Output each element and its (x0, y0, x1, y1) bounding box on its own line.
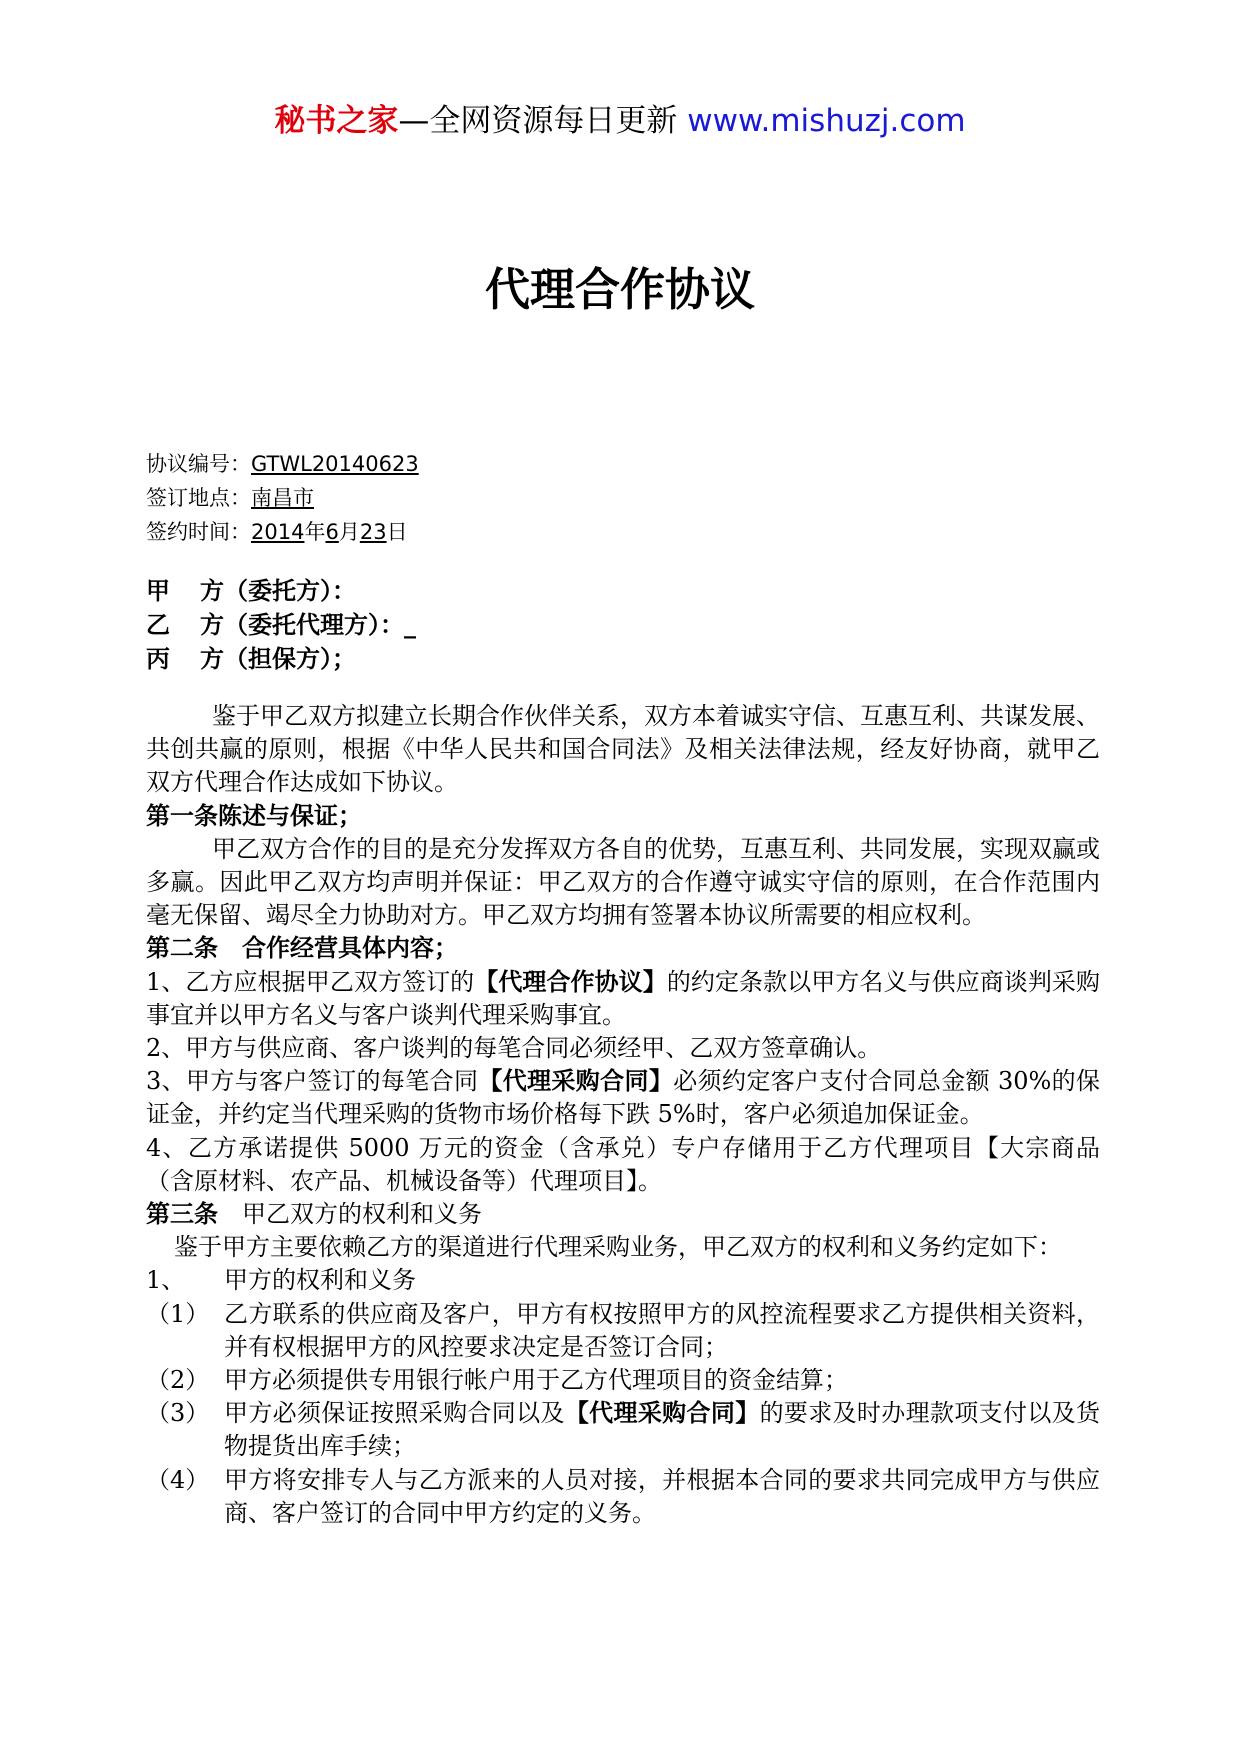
signing-month: 6 (325, 520, 339, 544)
site-header (0, 98, 1240, 144)
party-a-char: 甲 (146, 577, 170, 605)
day-unit: 日 (386, 520, 408, 544)
header-tagline: —全网资源每日更新 (398, 103, 688, 139)
party-a-row (146, 574, 416, 608)
party-c-char: 丙 (146, 645, 170, 673)
article2-item1-bold: 【代理合作协议】 (474, 967, 667, 996)
item-text: 乙方联系的供应商及客户，甲方有权按照甲方的风控流程要求乙方提供相关资料，并有权根据甲方的风控要求决定是否签订合同； (224, 1299, 1100, 1361)
item-number: （3） (146, 1399, 210, 1428)
item-text-post: 的要求及时办理款项支付以及货物提货出库手续； (224, 1399, 1101, 1461)
article1-text: 甲乙双方合作的目的是充分发挥双方各自的优势，互惠互利、共同发展，实现双赢或多赢。因此甲乙双方均声明并保证：甲乙双方的合作遵守诚实守信的原则，在合作范围内毫无保留、竭尽全力协助对方。甲乙双方均拥有签署本协议所需要的相应权利。 (146, 834, 1100, 930)
party-b-label: 方（委托代理方）：_ (200, 611, 416, 639)
article3-item-1 (146, 1298, 1100, 1364)
article3-item-2 (146, 1364, 1100, 1397)
item-number: （4） (146, 1465, 210, 1494)
article3-sub1-num: 1、 (146, 1266, 186, 1295)
party-b-char: 乙 (146, 611, 170, 639)
article2-heading: 第二条 合作经营具体内容； (146, 934, 458, 963)
intro-paragraph: 鉴于甲乙双方拟建立长期合作伙伴关系，双方本着诚实守信、互惠互利、共谋发展、共创共赢的原则，根据《中华人民共和国合同法》及相关法律法规，经友好协商，就甲乙双方代理合作达成如下协议。 (146, 702, 1100, 797)
item-number: （1） (146, 1299, 210, 1328)
article3-heading-label: 第三条 (146, 1200, 218, 1229)
article3-item-3 (146, 1397, 1100, 1463)
party-b-row (146, 608, 416, 642)
item-text: 甲方将安排专人与乙方派来的人员对接，并根据本合同的要求共同完成甲方与供应商、客户签订的合同中甲方约定的义务。 (224, 1465, 1100, 1527)
item-text-bold: 【代理采购合同】 (564, 1399, 760, 1428)
parties-block (146, 574, 416, 676)
article3-heading-rest: 甲乙双方的权利和义务 (218, 1200, 482, 1229)
brand-name: 秘书之家 (274, 103, 399, 139)
article2-item1-post: 的约定条款以甲方名义与供应商谈判采购事宜并以甲方名义与客户谈判代理采购事宜。 (146, 967, 1100, 1029)
article1-heading: 第一条陈述与保证； (146, 801, 362, 830)
agreement-meta (146, 447, 419, 549)
signing-year: 2014 (251, 520, 305, 544)
signing-date-label: 签约时间： (146, 520, 251, 544)
party-c-row (146, 642, 416, 676)
article3-intro: 鉴于甲方主要依赖乙方的渠道进行代理采购业务，甲乙双方的权利和义务约定如下： (174, 1233, 1062, 1262)
article2-item3-post: 必须约定客户支付合同总金额 30%的保证金，并约定当代理采购的货物市场价格每下跌 5%时，客户必须追加保证金。 (146, 1067, 1101, 1129)
article2-item2: 2、甲方与供应商、客户谈判的每笔合同必须经甲、乙双方签章确认。 (146, 1034, 882, 1063)
party-c-label: 方（担保方）； (200, 645, 356, 673)
document-title: 代理合作协议 (484, 263, 755, 316)
article3-sub1 (146, 1264, 1100, 1297)
agreement-body (146, 700, 1100, 1530)
item-text-pre: 甲方必须保证按照采购合同以及 (224, 1399, 565, 1428)
article2-item3 (146, 1065, 1100, 1131)
year-unit: 年 (304, 520, 326, 544)
article2-item3-pre: 3、甲方与客户签订的每笔合同 (146, 1067, 479, 1096)
agreement-number-value: GTWL20140623 (251, 452, 419, 476)
item-text: 甲方必须提供专用银行帐户用于乙方代理项目的资金结算； (224, 1366, 848, 1395)
signing-day: 23 (359, 520, 387, 544)
article2-item1-pre: 1、乙方应根据甲乙双方签订的 (146, 967, 475, 996)
party-a-label: 方（委托方）： (200, 577, 356, 605)
item-number: （2） (146, 1366, 210, 1395)
signing-place-value: 南昌市 (251, 486, 314, 510)
article2-item3-bold: 【代理采购合同】 (478, 1067, 674, 1096)
signing-place-row (146, 481, 419, 515)
article3-item-4 (146, 1464, 1100, 1530)
article2-item4: 4、乙方承诺提供 5000 万元的资金（含承兑）专户存储用于乙方代理项目【大宗商品（含原材料、农产品、机械设备等）代理项目】。 (146, 1133, 1100, 1195)
signing-date-row (146, 515, 419, 549)
agreement-number-row (146, 447, 419, 481)
article2-item1 (146, 966, 1100, 1032)
site-url-link[interactable]: www.mishuzj.com (687, 103, 966, 139)
article3-sub1-text: 甲方的权利和义务 (224, 1266, 416, 1295)
month-unit: 月 (338, 520, 360, 544)
signing-place-label: 签订地点： (146, 486, 251, 510)
item-text (224, 1397, 1100, 1463)
article3-heading (146, 1198, 1100, 1231)
agreement-number-label: 协议编号： (146, 452, 251, 476)
